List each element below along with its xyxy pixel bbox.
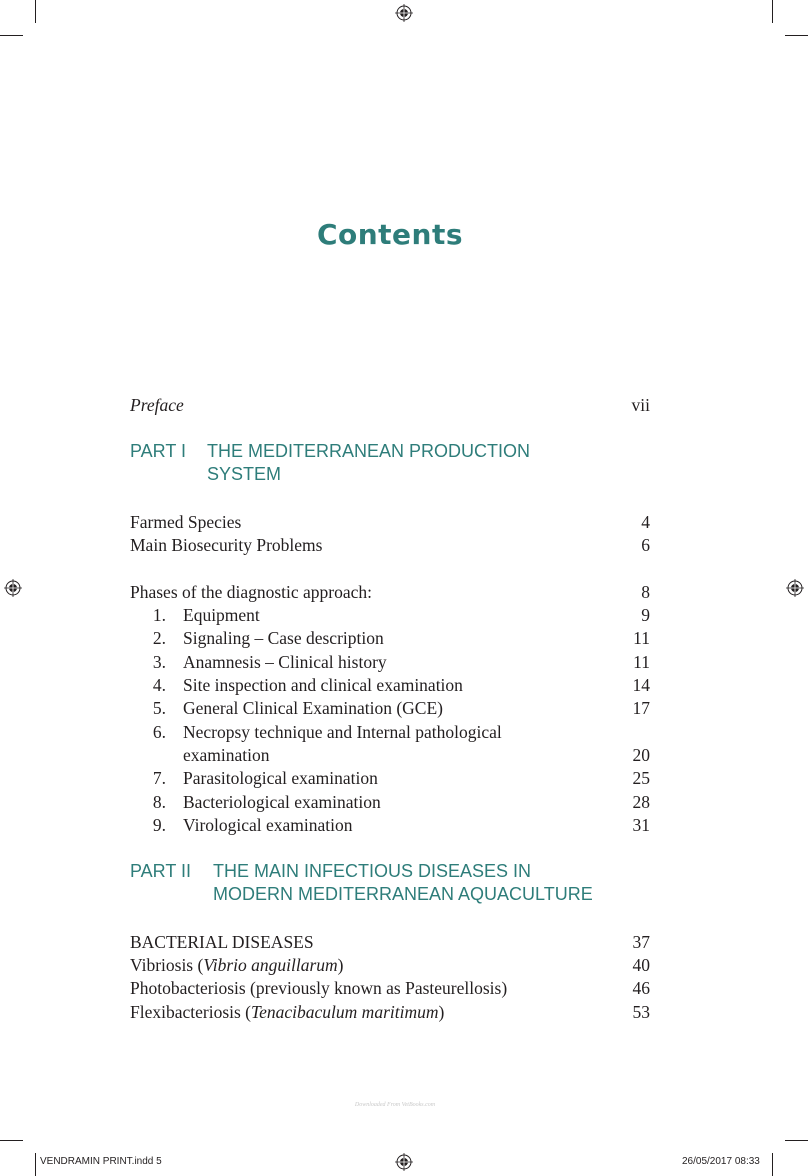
footer-timestamp: 26/05/2017 08:33 <box>682 1156 760 1167</box>
toc-subentry[interactable] <box>130 673 650 697</box>
toc-entry-label: Phases of the diagnostic approach: <box>130 582 373 602</box>
registration-mark-icon <box>4 579 22 597</box>
toc-entry-number: 2. <box>152 628 166 648</box>
crop-mark <box>35 1153 36 1176</box>
crop-mark <box>772 0 773 23</box>
footer-file-name: VENDRAMIN PRINT.indd 5 <box>40 1156 162 1167</box>
toc-entry-label: Signaling – Case description <box>183 628 384 648</box>
toc-subentry[interactable] <box>130 813 650 837</box>
toc-entry-number: 9. <box>152 815 166 835</box>
toc-entry-label: Preface <box>130 395 184 415</box>
toc-entry[interactable] <box>130 953 650 977</box>
toc-entry-label: General Clinical Examination (GCE) <box>183 698 443 718</box>
part-title: SYSTEM <box>207 464 282 484</box>
crop-mark <box>0 1140 23 1141</box>
toc-entry-label: Flexibacteriosis (Tenacibaculum maritimum) <box>130 1002 445 1022</box>
toc-subentry[interactable] <box>130 720 650 744</box>
toc-subentry[interactable] <box>130 603 650 627</box>
toc-entry-label: BACTERIAL DISEASES <box>130 932 314 952</box>
part-title: MODERN MEDITERRANEAN AQUACULTURE <box>213 884 593 904</box>
toc-page-number: 17 <box>632 698 650 718</box>
toc-entry-label: Bacteriological examination <box>183 792 381 812</box>
toc-page-number: 20 <box>632 745 650 765</box>
toc-page-number: 40 <box>632 955 650 975</box>
crop-mark <box>0 35 23 36</box>
registration-mark-icon <box>395 1153 413 1171</box>
toc-page-number: 4 <box>641 512 650 532</box>
toc-page-number: 25 <box>632 768 650 788</box>
toc-entry[interactable] <box>130 1000 650 1024</box>
toc-entry-number: 4. <box>152 675 166 695</box>
page-title: Contents <box>316 218 464 251</box>
toc-page-number: 11 <box>633 652 650 672</box>
toc-entry-number: 3. <box>152 652 166 672</box>
toc-entry[interactable] <box>130 580 650 604</box>
toc-entry-label: Anamnesis – Clinical history <box>183 652 387 672</box>
toc-subentry[interactable] <box>130 696 650 720</box>
registration-mark-icon <box>395 4 413 22</box>
toc-entry-number: 7. <box>152 768 166 788</box>
toc-subentry[interactable] <box>130 650 650 674</box>
toc-page-number: 53 <box>632 1002 650 1022</box>
toc-subentry[interactable] <box>130 743 650 767</box>
toc-entry-preface[interactable] <box>130 393 650 417</box>
toc-entry-label: Site inspection and clinical examination <box>183 675 463 695</box>
registration-mark-icon <box>786 579 804 597</box>
toc-entry-label: Necropsy technique and Internal pathological <box>183 722 502 742</box>
part-title: THE MAIN INFECTIOUS DISEASES IN <box>213 861 532 881</box>
part-label: PART I <box>130 441 187 461</box>
toc-entry[interactable] <box>130 930 650 954</box>
crop-mark <box>785 1140 808 1141</box>
toc-page-number: vii <box>631 395 650 415</box>
toc-page-number: 31 <box>632 815 650 835</box>
toc-page-number: 6 <box>641 535 650 555</box>
toc-entry[interactable] <box>130 510 650 534</box>
toc-page-number: 28 <box>632 792 650 812</box>
toc-entry[interactable] <box>130 976 650 1000</box>
toc-entry-label: Farmed Species <box>130 512 242 532</box>
watermark: Downloaded From VetBooks.com <box>354 1102 436 1108</box>
toc-entry-number: 5. <box>152 698 166 718</box>
toc-page-number: 37 <box>632 932 650 952</box>
toc-entry-label: Virological examination <box>183 815 353 835</box>
toc-page-number: 14 <box>632 675 650 695</box>
toc-page-number: 46 <box>632 978 650 998</box>
toc-page-number: 8 <box>641 582 650 602</box>
toc-entry[interactable] <box>130 533 650 557</box>
toc-entry-label: Parasitological examination <box>183 768 378 788</box>
part-heading-1[interactable] <box>130 440 650 486</box>
part-heading-2[interactable] <box>130 860 650 906</box>
toc-entry-number: 1. <box>152 605 166 625</box>
toc-entry-label: Main Biosecurity Problems <box>130 535 323 555</box>
toc-subentry[interactable] <box>130 790 650 814</box>
crop-mark <box>772 1153 773 1176</box>
toc-entry-label: examination <box>183 745 270 765</box>
toc-subentry[interactable] <box>130 626 650 650</box>
toc-entry-number: 6. <box>152 722 166 742</box>
toc-subentry[interactable] <box>130 766 650 790</box>
toc-entry-label: Equipment <box>183 605 260 625</box>
crop-mark <box>35 0 36 23</box>
toc-page-number: 9 <box>641 605 650 625</box>
crop-mark <box>785 35 808 36</box>
toc-entry-label: Photobacteriosis (previously known as Pasteurellosis) <box>130 978 508 998</box>
toc-entry-number: 8. <box>152 792 166 812</box>
toc-page-number: 11 <box>633 628 650 648</box>
toc-entry-label: Vibriosis (Vibrio anguillarum) <box>130 955 344 975</box>
part-title: THE MEDITERRANEAN PRODUCTION <box>207 441 531 461</box>
part-label: PART II <box>130 861 192 881</box>
